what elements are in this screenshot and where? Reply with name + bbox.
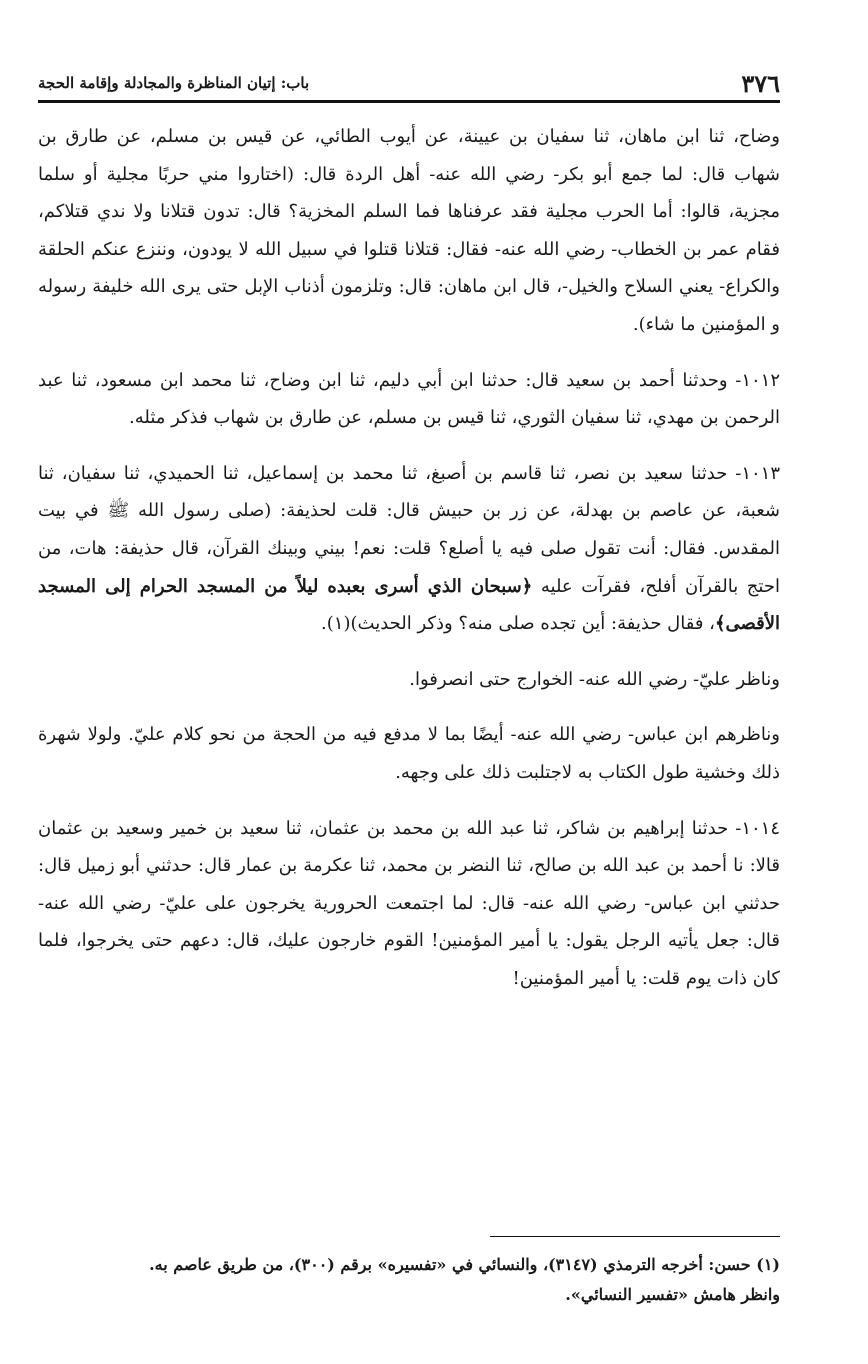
- main-text: [38, 118, 780, 1015]
- paragraph: وناظرهم ابن عباس- رضي الله عنه- أيضًا بما لا مدفع فيه من الحجة من نحو كلام عليّ. ولولا شهرة ذلك وخشية طول الكتاب به لاجتلبت ذلك على وجهه.: [38, 724, 780, 783]
- running-title: باب: إتيان المناظرة والمجادلة وإقامة الحجة: [38, 74, 310, 92]
- paragraph: [38, 455, 780, 643]
- page-number: ٣٧٦: [741, 68, 780, 98]
- quran-quote: ﴿سبحان الذي أسرى بعبده ليلاً من المسجد الحرام إلى المسجد الأقصى﴾: [38, 575, 780, 635]
- footnote: [38, 1250, 780, 1310]
- footnote-divider: [490, 1236, 780, 1237]
- paragraph: ١٠١٢- وحدثنا أحمد بن سعيد قال: حدثنا ابن أبي دليم، ثنا ابن وضاح، ثنا محمد ابن مسعود، ثنا عبد الرحمن بن مهدي، ثنا سفيان الثوري، ثنا قيس بن مسلم، عن طارق بن شهاب فذكر مثله.: [38, 369, 780, 429]
- paragraph-text: ١٠١٣- حدثنا سعيد بن نصر، ثنا قاسم بن أصبغ، ثنا محمد بن إسماعيل، ثنا الحميدي، ثنا سفيان، ثنا شعبة، عن عاصم بن بهدلة، عن زر بن حبيش قال: قلت لحذيفة: (صلى رسول الله ﷺ في بيت المقدس. فقال: أنت تقول صلى فيه يا أصلع؟ قلت: نعم! بيني وبينك القرآن، قال حذيفة: هات، من احتج بالقرآن أفلح، فقرآت عليه: [38, 462, 780, 597]
- paragraph: ١٠١٤- حدثنا إبراهيم بن شاكر، ثنا عبد الله بن محمد بن عثمان، ثنا سعيد بن خمير وسعيد بن عثمان قالا: نا أحمد بن عبد الله بن صالح، ثنا النضر بن محمد، ثنا عكرمة بن عمار قال: حدثني أبو زميل قال: حدثني ابن عباس- رضي الله عنه- قال: لما اجتمعت الحرورية يخرجون على عليّ- رضي الله عنه- قال: جعل يأتيه الرجل يقول: يا أمير المؤمنين! القوم خارجون عليك، قال: دعهم حتى يخرجوا، فلما كان ذات يوم قلت: يا أمير المؤمنين!: [38, 817, 780, 989]
- paragraph: وناظر عليّ- رضي الله عنه- الخوارج حتى انصرفوا.: [409, 668, 780, 690]
- paragraph-text: ، فقال حذيفة: أين تجده صلى منه؟ وذكر الحديث)(١).: [321, 613, 715, 635]
- page-header: [38, 66, 780, 103]
- paragraph: وضاح، ثنا ابن ماهان، ثنا سفيان بن عيينة، عن أيوب الطائي، عن قيس بن مسلم، عن طارق بن شهاب قال: لما جمع أبو بكر- رضي الله عنه- أهل الردة قال: (اختاروا مني حربًا مجلية أو سلما مجزية، قالوا: أما الحرب مجلية فقد عرفناها فما السلم المخزية؟ قال: تدون قتلانا ولا ندي قتلاكم، فقام عمر بن الخطاب- رضي الله عنه- فقال: قتلانا قتلوا في سبيل الله لا يودون، وننزع عنكم الحلقة والكراع- يعني السلاح والخيل-، قال ابن ماهان: قال: وتلزمون أذناب الإبل حتى يرى الله خليفة رسوله و المؤمنين ما شاء).: [38, 126, 780, 335]
- footnote-line: (١) حسن: أخرجه الترمذي (٣١٤٧)، والنسائي في «تفسيره» برقم (٣٠٠)، من طريق عاصم به.: [149, 1255, 780, 1274]
- footnote-line: وانظر هامش «تفسير النسائي».: [565, 1285, 780, 1304]
